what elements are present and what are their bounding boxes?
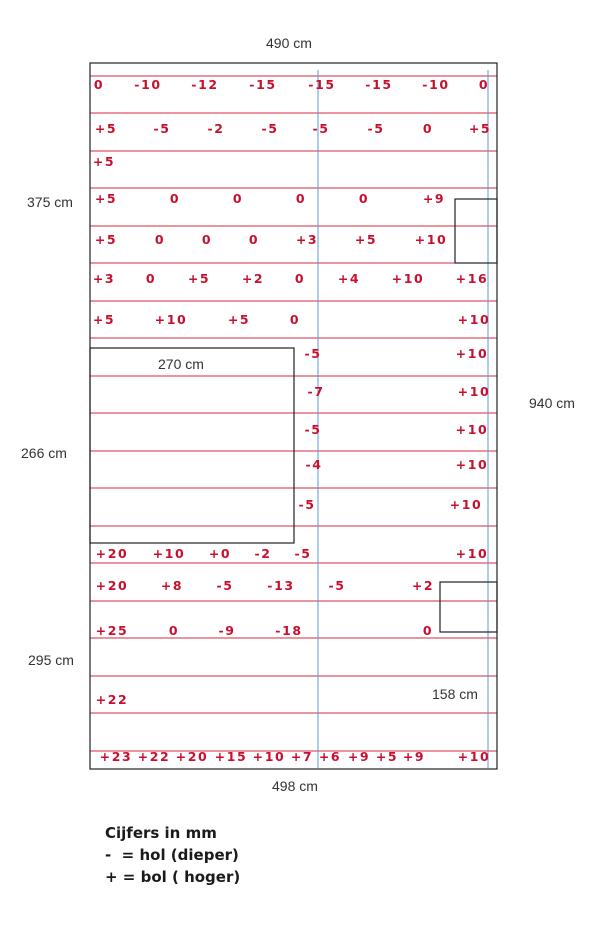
height-value: +5 xyxy=(468,121,492,136)
height-value: -5 xyxy=(298,497,316,512)
height-value: +5 xyxy=(92,154,116,169)
height-value: -5 xyxy=(216,578,234,593)
height-value: -13 xyxy=(267,578,295,593)
height-value: +10 xyxy=(252,749,286,764)
height-value: +20 xyxy=(95,546,129,561)
height-value: +4 xyxy=(337,271,361,286)
height-value: +20 xyxy=(95,578,129,593)
height-value: +10 xyxy=(152,546,186,561)
height-value: -4 xyxy=(305,457,323,472)
height-value: -5 xyxy=(304,422,322,437)
height-value: +5 xyxy=(92,312,116,327)
height-value: 0 xyxy=(169,191,181,206)
height-value: +5 xyxy=(187,271,211,286)
height-value: -7 xyxy=(307,384,325,399)
height-value: -12 xyxy=(191,77,219,92)
height-value: +20 xyxy=(175,749,209,764)
dimension-left-middle: 266 cm xyxy=(21,445,67,461)
height-value: -5 xyxy=(312,121,330,136)
legend-minus: - = hol (dieper) xyxy=(105,846,239,864)
cutout-right-upper xyxy=(455,199,497,263)
height-value: -5 xyxy=(304,346,322,361)
height-value: 0 xyxy=(478,77,490,92)
height-value: 0 xyxy=(232,191,244,206)
height-value: -5 xyxy=(294,546,312,561)
guide-lines xyxy=(318,70,488,768)
height-value: +3 xyxy=(92,271,116,286)
height-value: +5 xyxy=(375,749,399,764)
height-value: +10 xyxy=(449,497,483,512)
height-value: -10 xyxy=(422,77,450,92)
height-value: -5 xyxy=(367,121,385,136)
legend-title: Cijfers in mm xyxy=(105,824,217,842)
height-value: +5 xyxy=(354,232,378,247)
height-value: 0 xyxy=(295,191,307,206)
height-value: +10 xyxy=(154,312,188,327)
dimension-right-height: 940 cm xyxy=(529,395,575,411)
height-value: 0 xyxy=(422,121,434,136)
height-value: +10 xyxy=(391,271,425,286)
height-value: +9 xyxy=(347,749,371,764)
height-value: 0 xyxy=(422,623,434,638)
dimension-lower-right: 158 cm xyxy=(432,686,478,702)
height-value: +22 xyxy=(137,749,171,764)
dimension-bottom-width: 498 cm xyxy=(272,778,318,794)
height-value: +9 xyxy=(402,749,426,764)
height-value: +7 xyxy=(290,749,314,764)
legend-plus: + = bol ( hoger) xyxy=(105,868,241,886)
height-value: +9 xyxy=(422,191,446,206)
height-value: +25 xyxy=(95,623,129,638)
height-value: -15 xyxy=(308,77,336,92)
height-value: +2 xyxy=(411,578,435,593)
height-value: 0 xyxy=(201,232,213,247)
height-value: +10 xyxy=(457,749,491,764)
height-value: +8 xyxy=(160,578,184,593)
height-value: +10 xyxy=(455,346,489,361)
cutout-left xyxy=(90,348,294,543)
height-value: 0 xyxy=(248,232,260,247)
height-value: -2 xyxy=(207,121,225,136)
height-value: 0 xyxy=(154,232,166,247)
height-value: -2 xyxy=(254,546,272,561)
height-value: +5 xyxy=(227,312,251,327)
height-value: +23 xyxy=(99,749,133,764)
height-value: +3 xyxy=(295,232,319,247)
height-values xyxy=(93,77,491,764)
height-value: +10 xyxy=(455,546,489,561)
height-value: +2 xyxy=(241,271,265,286)
legend xyxy=(105,822,240,888)
height-value: -10 xyxy=(134,77,162,92)
height-value: +10 xyxy=(414,232,448,247)
height-value: -5 xyxy=(261,121,279,136)
height-value: 0 xyxy=(145,271,157,286)
height-value: 0 xyxy=(294,271,306,286)
dimension-cutout-width: 270 cm xyxy=(158,356,204,372)
height-value: 0 xyxy=(289,312,301,327)
height-value: +16 xyxy=(455,271,489,286)
height-value: +0 xyxy=(208,546,232,561)
height-value: +10 xyxy=(455,422,489,437)
height-value: -9 xyxy=(218,623,236,638)
height-value: -5 xyxy=(153,121,171,136)
height-value: 0 xyxy=(93,77,105,92)
height-value: +15 xyxy=(214,749,248,764)
height-value: -15 xyxy=(365,77,393,92)
room-outlines xyxy=(90,63,497,769)
height-value: +5 xyxy=(94,191,118,206)
height-value: +10 xyxy=(457,384,491,399)
height-value: -15 xyxy=(249,77,277,92)
height-value: +10 xyxy=(455,457,489,472)
dimension-left-lower: 295 cm xyxy=(28,652,74,668)
dimension-left-upper: 375 cm xyxy=(27,194,73,210)
height-value: +22 xyxy=(95,692,129,707)
height-value: +10 xyxy=(457,312,491,327)
height-value: +6 xyxy=(318,749,342,764)
dimension-top-width: 490 cm xyxy=(266,35,312,51)
height-value: 0 xyxy=(168,623,180,638)
height-value: 0 xyxy=(358,191,370,206)
height-value: +5 xyxy=(94,121,118,136)
height-value: -5 xyxy=(328,578,346,593)
height-value: -18 xyxy=(275,623,303,638)
height-value: +5 xyxy=(94,232,118,247)
